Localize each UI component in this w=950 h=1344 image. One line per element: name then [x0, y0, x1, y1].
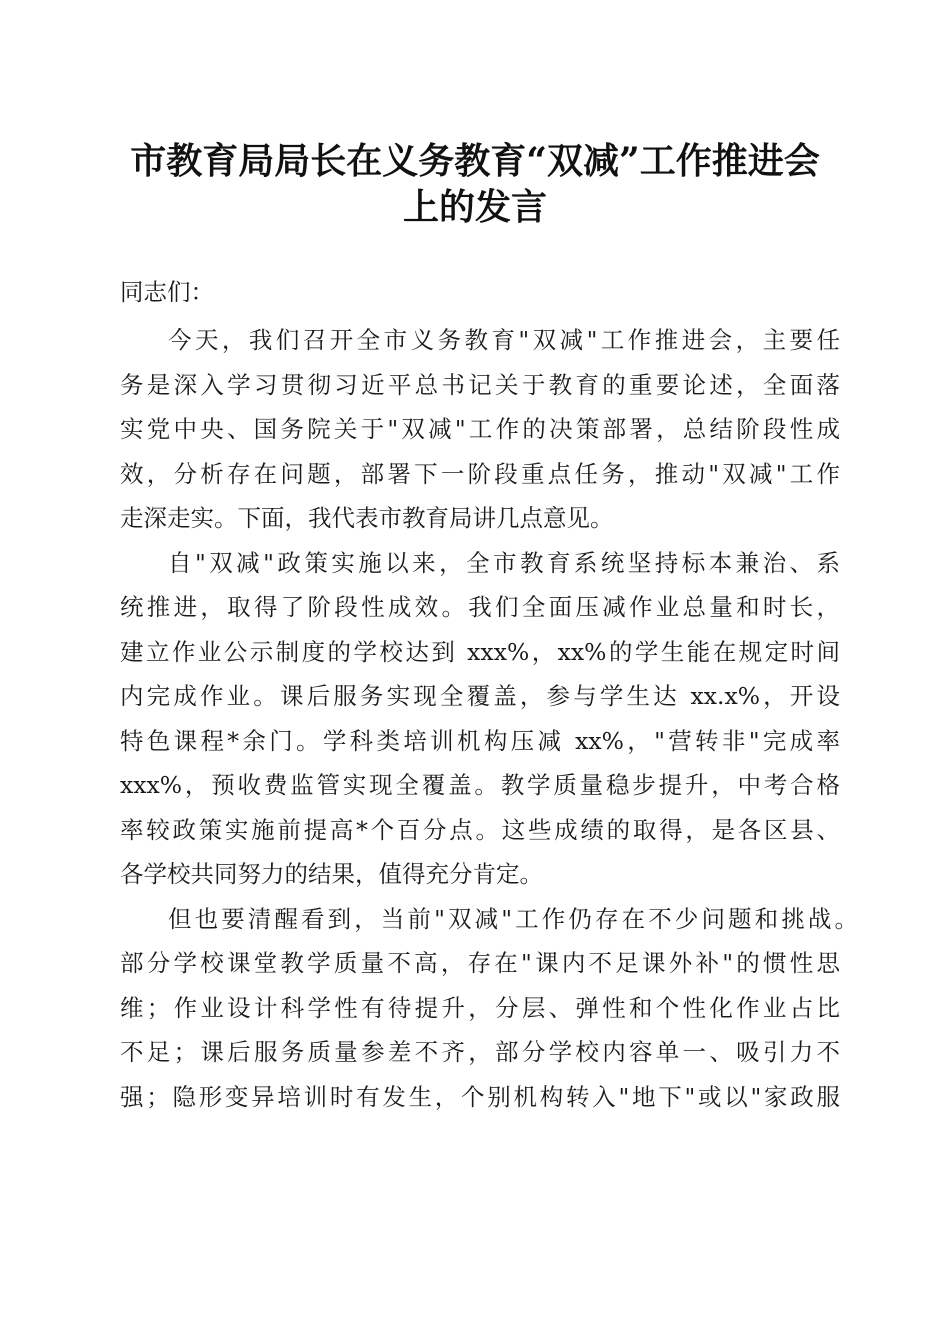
paragraph-2-line-3: 建立作业公示制度的学校达到 xxx%，xx%的学生能在规定时间 — [120, 637, 840, 666]
paragraph-3-line-4: 不足；课后服务质量参差不齐，部分学校内容单一、吸引力不 — [120, 1038, 840, 1066]
paragraph-1-line-3: 实党中央、国务院关于"双减"工作的决策部署，总结阶段性成 — [120, 415, 840, 443]
paragraph-1-line-5: 走深走实。下面，我代表市教育局讲几点意见。 — [120, 504, 614, 532]
paragraph-2-line-8: 各学校共同努力的结果，值得充分肯定。 — [120, 860, 543, 888]
paragraph-3-line-2: 部分学校课堂教学质量不高，存在"课内不足课外补"的惯性思 — [120, 949, 840, 977]
paragraph-2-line-6: xxx%，预收费监管实现全覆盖。教学质量稳步提升，中考合格 — [120, 771, 840, 799]
paragraph-2-line-2: 统推进，取得了阶段性成效。我们全面压减作业总量和时长， — [120, 593, 840, 621]
paragraph-2-line-7: 率较政策实施前提高*个百分点。这些成绩的取得，是各区县、 — [120, 815, 840, 844]
paragraph-3-line-3: 维；作业设计科学性有待提升，分层、弹性和个性化作业占比 — [120, 993, 840, 1022]
document-title-line-1: 市教育局局长在义务教育“双减”工作推进会 — [130, 140, 820, 182]
paragraph-3-line-1: 但也要清醒看到，当前"双减"工作仍存在不少问题和挑战。 — [168, 904, 858, 933]
paragraph-3-line-5: 强；隐形变异培训时有发生，个别机构转入"地下"或以"家政服 — [120, 1082, 840, 1111]
salutation: 同志们： — [120, 278, 214, 306]
paragraph-1-line-1: 今天，我们召开全市义务教育"双减"工作推进会，主要任 — [168, 326, 840, 354]
paragraph-1-line-2: 务是深入学习贯彻习近平总书记关于教育的重要论述，全面落 — [120, 370, 840, 399]
paragraph-2-line-4: 内完成作业。课后服务实现全覆盖，参与学生达 xx.x%，开设 — [120, 682, 840, 710]
document-title-line-2: 上的发言 — [402, 186, 547, 228]
paragraph-1-line-4: 效，分析存在问题，部署下一阶段重点任务，推动"双减"工作 — [120, 459, 840, 488]
paragraph-2-line-1: 自"双减"政策实施以来，全市教育系统坚持标本兼治、系 — [168, 548, 840, 577]
paragraph-2-line-5: 特色课程*余门。学科类培训机构压减 xx%，"营转非"完成率 — [120, 726, 840, 755]
